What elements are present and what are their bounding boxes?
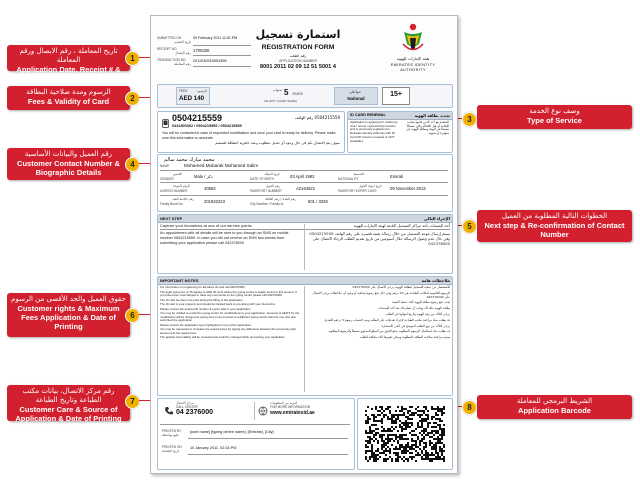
passport-arabic: رقم الجواز [265, 184, 280, 188]
nationality-value: National [347, 96, 365, 101]
callout-3-number: 3 [462, 112, 477, 127]
note-en-2: The legal typing fee of 15 applies to AED 30 units where the typing centre is legally bound to this amount. If you have been overcharged or have any comments on the typing centre please call 042376000 [160, 289, 297, 297]
city-number-value: 601 / 3326 [308, 199, 328, 204]
eida-emblem-icon [373, 22, 453, 56]
fees-box [176, 87, 210, 105]
callout-3 [477, 105, 632, 129]
website-label: FOR MORE INFORMATION [270, 405, 311, 409]
application-barcode [357, 398, 453, 470]
transaction-arabic: رقم المعاملة [174, 62, 191, 66]
important-notes-section [157, 276, 453, 396]
printed-by-value: [user name] [typing centre name], [Emirate], [City] [190, 430, 274, 434]
fees-arabic: الرسوم [197, 89, 207, 93]
barcode-icon [365, 406, 445, 462]
callout-7-arabic: رقم مركز الاتصال، بيانات مكتب الطباعة وتاريخ الطباعة [22, 387, 115, 404]
notes-list-en [160, 286, 300, 341]
callout-4-number: 4 [125, 157, 140, 172]
note-ar-1: للاستفسار عن عملية التسجيل لبطاقة الهوية، يرجى الاتصال على 042376000 [352, 285, 450, 289]
transaction-value: 2011030915951998 [193, 59, 227, 63]
footer-info [157, 398, 355, 470]
fees-validity-bar [157, 84, 453, 108]
validity-label: VALIDITY (CARD YEARS) [264, 99, 297, 103]
application-number: 8001 2011 02 09 12 51 5001 4 [260, 64, 336, 70]
website-arabic: لمزيد من المعلومات [270, 401, 297, 405]
name-arabic: محمد مبارك محمد سالم [164, 157, 215, 163]
note-ar-9: سيتم مراجعة صلاحية البطاقة المطلوبة ويمكن تغييرها أثناء معالجة الطلب [359, 335, 450, 340]
nationality-arabic: مواطن [349, 89, 361, 94]
eida-logo [373, 22, 453, 78]
callout-2-label: Fees & Validity of Card [27, 97, 110, 106]
printed-on-arabic: تاريخ الطباعة [162, 449, 180, 453]
service-type-section [347, 111, 453, 153]
callout-7 [7, 385, 130, 421]
callout-1-label: Application Date, Receipt # & PRAN [16, 65, 121, 83]
note-ar-2: الرسوم القانونية لمكاتب الطباعة هي 30 درهم وفي حال دفع رسوم إضافية أو وجود أي ملاحظات يرجى الاتصال على 042376000 [312, 290, 450, 299]
service-description: Application is applying for residency visa / renew / sponsorship transfer and is previously registered in Emirates Identity Authority with ID Card (ID Card is renewed or NOT available) [350, 120, 398, 143]
next-step-body: An appointment with all details will be sent to you through an SMS on mobile number 0504215559. In case you did not receive an SMS two weeks from submitting your application please call 042376000 [160, 231, 289, 245]
passport-expiry-label: PASSPORT EXPIRY DATE [338, 189, 377, 193]
printed-by-label: PRINTED BY [162, 429, 182, 433]
call-center-label: CALL CENTER [176, 405, 198, 409]
validity-unit: YEARS [292, 92, 303, 96]
submission-details [157, 36, 253, 70]
note-en-5: Please receive the entered ID number & expiry date in your application [160, 306, 251, 311]
application-number-label: APPLICATION NUMBER [279, 59, 317, 63]
fees-label: FEES [179, 89, 188, 93]
callout-2-number: 2 [125, 91, 140, 106]
unified-value: 40582 [204, 186, 216, 191]
next-step-title-arabic: الإجراء التالي [423, 216, 450, 221]
note-ar-4: بطاقة الهوية ملك لك ويجب أن تسلم لك بعد أخذ البصمات [378, 306, 450, 311]
note-en-3: The ID card fee has to be paid during the filling of the application [160, 297, 243, 302]
printed-on-label: PRINTED ON [162, 445, 182, 449]
phone-numbers: 0431900302 / 0504215559 / 0504215559 [172, 124, 242, 128]
nationality-badge [334, 87, 378, 105]
callout-1 [7, 45, 130, 83]
call-center-number: 04 2376000 [176, 409, 213, 416]
nationality-field-value: Emirati [390, 174, 404, 179]
callout-8-label: Application Barcode [518, 406, 591, 415]
receipt-value: 1700330 [193, 48, 210, 53]
callout-6-arabic: حقوق العميل والحد الأقصى من الرسوم [11, 295, 126, 303]
authority-name: EMIRATES IDENTITY AUTHORITY [390, 62, 436, 72]
contact-note-arabic: سوف يتم الاتصال بكم في حال وجود أي تعديل مطلوب وعند جاهزية البطاقة للتسليم [215, 141, 340, 145]
passport-expiry-arabic: تاريخ انتهاء الجواز [358, 184, 382, 188]
validity-arabic: سنوات [272, 88, 282, 92]
callout-1-number: 1 [125, 51, 140, 66]
contact-note: You will be contacted in case of requested modification and once your card is ready for delivery. Please make sure this information is accurate. [162, 131, 336, 140]
callout-3-label: Type of Service [527, 116, 582, 125]
callout-6-label: Customer rights & Maximum Fees Application & Date of Printing [17, 304, 120, 331]
biographic-details [157, 154, 453, 212]
call-center-arabic: مركز الاتصال [176, 401, 194, 405]
call-center-icon [164, 403, 174, 421]
callout-7-number: 7 [125, 394, 140, 409]
city-number-label: City Number / Family Id [250, 202, 284, 206]
callout-8-number: 8 [462, 400, 477, 415]
callout-5 [477, 210, 632, 242]
note-ar-7: يرجى التأكد من نوع الطلب الموضح في أعلى الاستمارة [381, 323, 450, 328]
city-number-arabic: رقم البلدة / رقم العائلة [265, 197, 296, 201]
callout-8-arabic: الشريط البرمجي للمعاملة [516, 397, 593, 405]
unified-arabic: الرقم الموحد [172, 184, 190, 188]
callout-8 [477, 395, 632, 419]
note-ar-3: يجب دفع رسوم بطاقة الهوية أثناء عملية التعبئة [392, 300, 450, 305]
notes-header [158, 277, 452, 285]
callout-3-arabic: وصف نوع الخدمة [529, 107, 580, 115]
service-title: ID CARD RENEWAL [350, 113, 386, 117]
mobile-arabic: 0504215559 رقم الهاتف [294, 115, 340, 120]
note-en-9: The applied card validity will be reviewed and could be changed while processing your application [160, 335, 285, 339]
callout-1-arabic: تاريخ المعاملة ، رقم الايصال ورقم المعاملة [19, 47, 118, 64]
nationality-field-label: NATIONALITY [338, 177, 359, 181]
passport-expiry-value: 09 November 2013 [390, 186, 426, 191]
gender-value: Male / ذكر [194, 174, 213, 179]
notes-title-arabic: ملاحظات هامة [421, 278, 450, 283]
application-number-arabic: رقم الطلب [289, 54, 307, 58]
callout-4-arabic: رقم العميل والبيانات الأساسية [24, 150, 113, 158]
service-title-arabic: تجديد بطاقة الهوية [414, 113, 450, 118]
passport-label: PASSPORT NUMBER [250, 189, 282, 193]
callout-5-label: Next step & Re-confirmation of Contact Number [484, 221, 625, 239]
next-step-subtitle: Capture your biometrics at one of our service points [160, 223, 252, 228]
dob-label: DATE OF BIRTH [250, 177, 274, 181]
submitted-on-value: 09 February 2011 11:51 PM [193, 36, 238, 40]
website-icon [258, 403, 268, 421]
mobile-number: 0504215559 [172, 113, 223, 123]
next-step-title: NEXT STEP [160, 216, 183, 221]
service-description-arabic: المتقدم هو أحد الذين قاموا بتجديد الإقامة أو نقل الكفالة وكان مسجلاً مسبقاً في الهيئة وبطاقة الهوية غير متوفرة أو منتهية [406, 120, 449, 136]
note-en-4: The ID card is your property and should be handed back to you along with your biometrics [160, 302, 276, 306]
submitted-on-arabic: تاريخ التقديم [174, 40, 191, 44]
printed-on-value: 10 January 2011, 02:34 PM [190, 446, 237, 450]
gender-arabic: الجنس [173, 172, 182, 176]
validity-value: 5 [284, 88, 289, 97]
callout-2 [7, 86, 130, 110]
family-book-label: Family Book No. [160, 202, 184, 206]
unified-label: UNIFIED NUMBER [160, 189, 188, 193]
receipt-arabic: رقم الإيصال [175, 51, 191, 55]
callout-6-number: 6 [125, 308, 140, 323]
printed-by-arabic: طبع بواسطة [162, 433, 179, 437]
receipt-label: RECEIPT NO. [157, 47, 178, 51]
family-book-arabic: رقم خلاصة القيد [172, 197, 194, 201]
gender-label: GENDER [160, 177, 174, 181]
form-title-arabic: استمارة تسجيل [255, 28, 341, 41]
validity-box [264, 87, 306, 103]
dob-value: 03 April 1982 [290, 174, 315, 179]
note-en-6: You may be notified to revisit the typing centre for modifications to your application. Amounts of AED 5 for the modification will be charged as typing fees if you proceed to a different typing centre than the one who last submitted the application [160, 311, 300, 322]
callout-4-label: Customer Contact Number & Biographic Details [17, 159, 120, 177]
next-step-subtitle-arabic: أخذ البصمات بأحد مراكز التسجيل التابعة لهيئة الإمارات للهوية [353, 223, 450, 228]
dob-arabic: تاريخ الميلاد [264, 172, 280, 176]
callout-5-arabic: الخطوات التالية المطلوبة من العميل [501, 212, 608, 220]
callout-7-label: Customer Care & Source of Application & Date of Printing [15, 405, 122, 423]
notes-title: IMPORTANT NOTES [160, 278, 199, 283]
note-ar-6: قد يطلب منك مراجعة مكتب الطباعة لإجراء تعديلات على الطلب ويتم احتساب رسوم 5 دراهم للتعديل [324, 317, 450, 322]
callout-2-arabic: الرسوم ومدة صلاحية البطاقة [26, 88, 111, 96]
service-header [348, 112, 452, 120]
age-badge [382, 87, 410, 105]
contact-section [157, 111, 345, 153]
transaction-label: TRANSACTION NO. [157, 58, 187, 62]
callout-6 [7, 293, 130, 337]
submitted-on-label: SUBMITTED ON [157, 36, 182, 40]
passport-value: A2164521 [296, 186, 316, 191]
callout-5-number: 5 [462, 219, 477, 234]
notes-list-ar [308, 286, 450, 342]
note-en-8: You may be requested to complete the required fees by paying any difference between the previously paid amount and the required fee [160, 327, 296, 335]
name-value: Mohamed Mubarak Mohamed Salim [184, 163, 259, 168]
form-title: REGISTRATION FORM [261, 44, 335, 51]
note-en-7: Please receive the application type highlighted on top of the application. [160, 322, 252, 327]
note-ar-5: يرجى التأكد من رقم الهوية وتاريخ انتهائها في الطلب [385, 311, 450, 316]
age-value: 15+ [390, 91, 402, 98]
note-en-1: For information on registering for Emirates ID card call 042376000 [160, 285, 245, 289]
note-ar-8: قد يطلب منك استكمال الرسوم المطلوبة بدفع الفرق بين المبلغ المدفوع مسبقاً والرسوم المطلوبة [328, 329, 450, 334]
registration-form [150, 15, 458, 474]
next-step-header [158, 215, 452, 223]
fees-value: AED 140 [179, 95, 205, 102]
website-url[interactable]: www.emiratesid.ae [270, 410, 315, 416]
next-step-body-arabic: سيتم إرسال موعد التسجيل من خلال رسالة نصية قصيرة على رقم الهاتف 0504215559 وفي حال عدم وصول الرسالة خلال أسبوعين من تاريخ تقديم الطلب الرجاء الاتصال على 042376000 [309, 231, 450, 246]
nationality-field-arabic: الجنسية [353, 172, 364, 176]
family-book-value: 201922223 [204, 199, 225, 204]
name-label: NAME [160, 164, 170, 168]
authority-arabic: هيئة الإمارات للهوية [396, 56, 430, 61]
next-step-section [157, 214, 453, 274]
callout-4 [7, 148, 130, 180]
